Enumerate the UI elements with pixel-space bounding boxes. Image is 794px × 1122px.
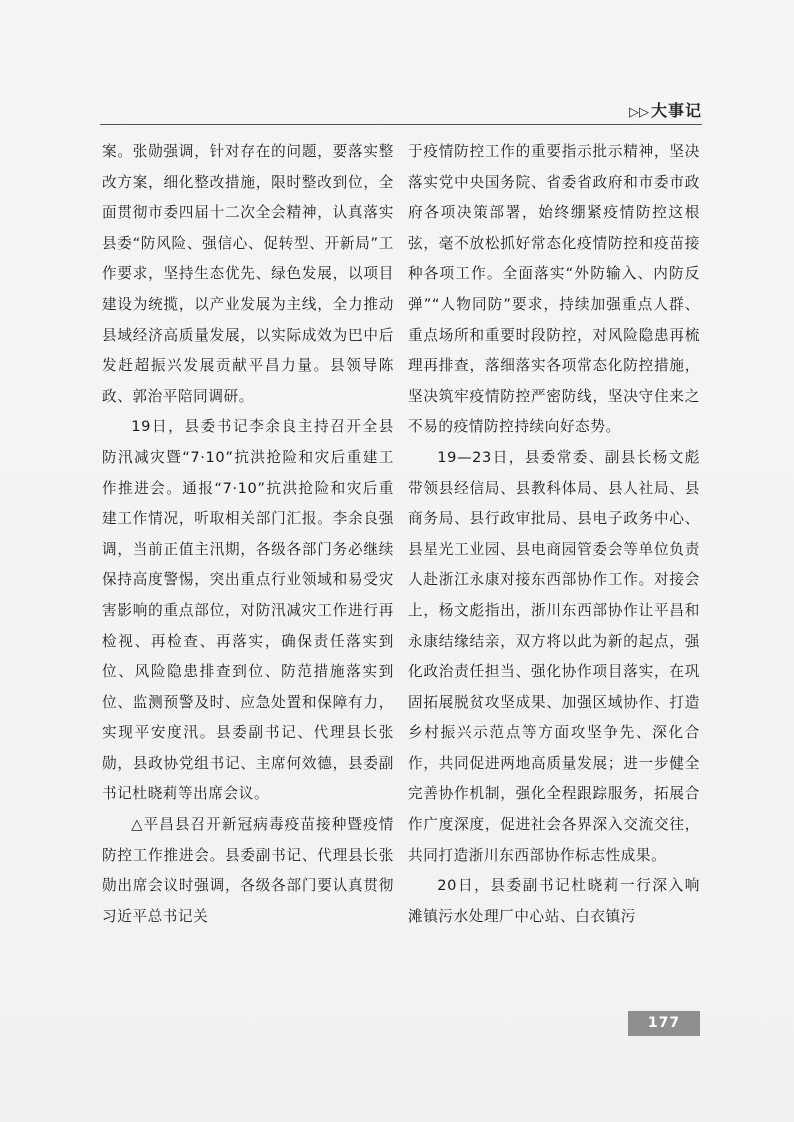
paragraph: 19日，县委书记李余良主持召开全县防汛减灾暨“7·10”抗洪抢险和灾后重建工作推进会。通报“7·10”抗洪抢险和灾后重建工作情况，听取相关部门汇报。李余良强调，当前正值主汛期，各级各部门务必继续保持高度警惕，突出重点行业领域和易受灾害影响的重点部位，对防汛减灾工作进行再检视、再检查、再落实，确保责任落实到位、风险隐患排查到位、防范措施落实到位、监测预警及时、应急处置和保障有力，实现平安度汛。县委副书记、代理县长张勋，县政协党组书记、主席何效德，县委副书记杜晓莉等出席会议。 [102, 418, 394, 803]
section-title: 大事记 [650, 101, 702, 120]
left-column [102, 137, 394, 932]
running-header [100, 92, 702, 125]
paragraph: 案。张勋强调，针对存在的问题，要落实整改方案，细化整改措施，限时整改到位，全面贯彻市委四届十二次全会精神，认真落实县委“防风险、强信心、促转型、开新局”工作要求，坚持生态优先、绿色发展，以项目建设为统揽，以产业发展为主线，全力推动县域经济高质量发展，以实际成效为巴中后发赶超振兴发展贡献平昌力量。县领导陈政、郭治平陪同调研。 [102, 143, 394, 405]
paragraph: 20日，县委副书记杜晓莉一行深入响滩镇污水处理厂中心站、白衣镇污 [408, 877, 700, 925]
paragraph: △平昌县召开新冠病毒疫苗接种暨疫情防控工作推进会。县委副书记、代理县长张勋出席会议时强调，各级各部门要认真贯彻习近平总书记关 [102, 816, 394, 925]
section-tag [629, 98, 702, 121]
right-column [408, 137, 700, 932]
paragraph: 于疫情防控工作的重要指示批示精神，坚决落实党中央国务院、省委省政府和市委市政府各项决策部署，始终绷紧疫情防控这根弦，毫不放松抓好常态化疫情防控和疫苗接种各项工作。全面落实“外防输入、内防反弹”“人物同防”要求，持续加强重点人群、重点场所和重要时段防控，对风险隐患再梳理再排查，落细落实各项常态化防控措施，坚决筑牢疫情防控严密防线，坚决守住来之不易的疫情防控持续向好态势。 [408, 143, 700, 436]
paragraph: 19—23日，县委常委、副县长杨文彪带领县经信局、县教科体局、县人社局、县商务局、县行政审批局、县电子政务中心、县星光工业园、县电商园管委会等单位负责人赴浙江永康对接东西部协作工作。对接会上，杨文彪指出，浙川东西部协作让平昌和永康结缘结亲，双方将以此为新的起点，强化政治责任担当、强化协作项目落实，在巩固拓展脱贫攻坚成果、加强区域协作、打造乡村振兴示范点等方面攻坚争先、深化合作，共同促进两地高质量发展；进一步健全完善协作机制，强化全程跟踪服务，拓展合作广度深度，促进社会各界深入交流交往，共同打造浙川东西部协作标志性成果。 [408, 448, 700, 864]
page-number: 177 [628, 1011, 700, 1036]
double-triangle-icon: ▷▷ [628, 105, 649, 120]
